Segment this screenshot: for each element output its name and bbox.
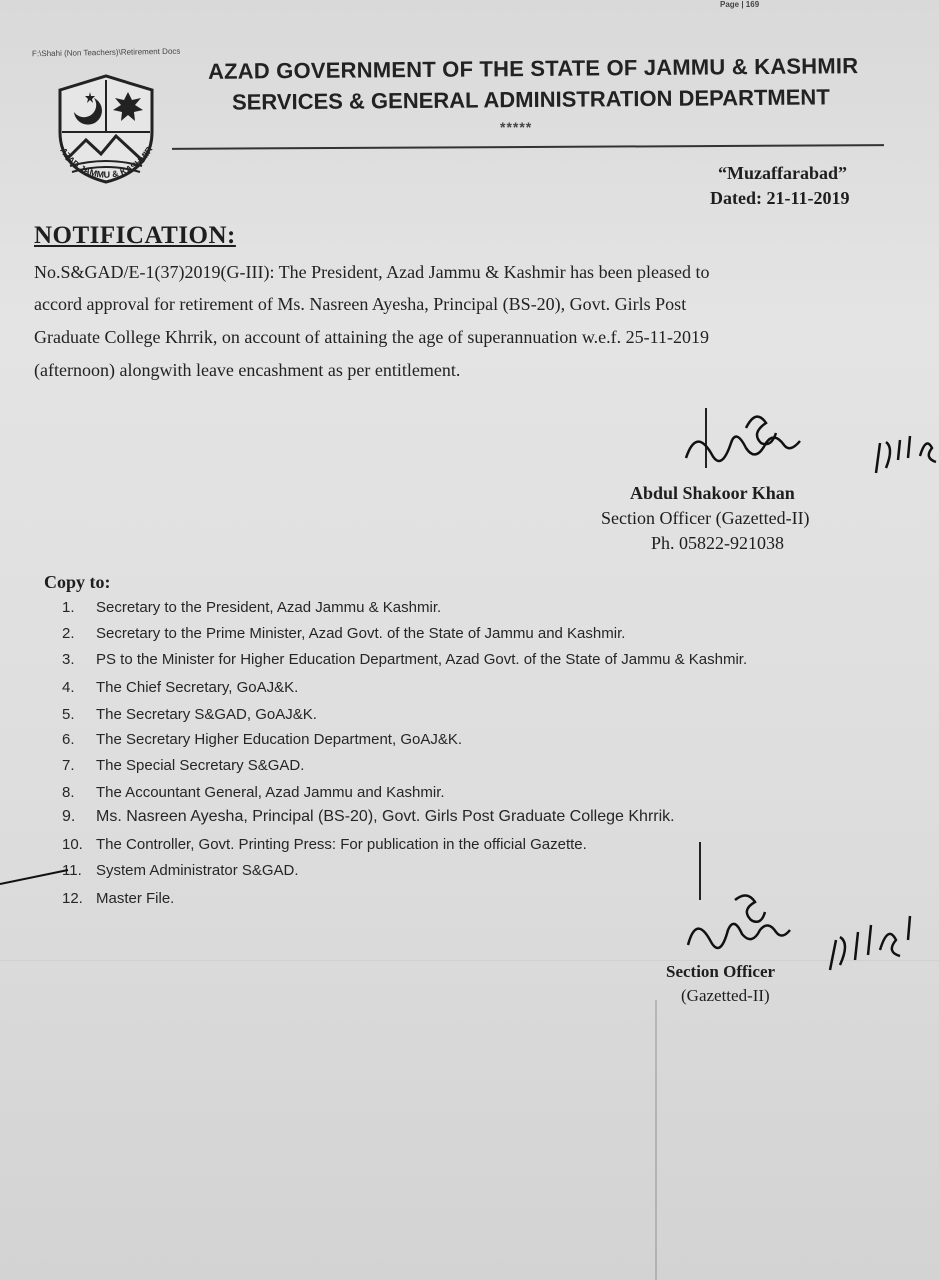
- copy-list-item: [62, 651, 747, 668]
- copy-list-number: 7.: [62, 757, 75, 774]
- copy-list-item: [62, 679, 298, 696]
- header-government-title: AZAD GOVERNMENT OF THE STATE OF JAMMU & KASHMIR: [207, 53, 859, 84]
- header-stars: *****: [500, 119, 533, 135]
- signatory-title: Section Officer (Gazetted-II): [601, 508, 810, 528]
- copy-list-text: PS to the Minister for Higher Education Department, Azad Govt. of the State of Jammu & Kashmir.: [96, 651, 748, 668]
- header-department-title: SERVICES & GENERAL ADMINISTRATION DEPARTMENT: [231, 84, 830, 115]
- copy-list-text: The Chief Secretary, GoAJ&K.: [96, 679, 299, 696]
- copy-list-text: The Secretary Higher Education Department, GoAJ&K.: [96, 731, 463, 748]
- copy-list-item: [62, 890, 174, 907]
- copy-list-number: 10.: [62, 836, 83, 853]
- signatory-phone: Ph. 05822-921038: [651, 533, 785, 553]
- copy-list-item: [62, 836, 587, 853]
- body-line-4: (afternoon) alongwith leave encashment as per entitlement.: [34, 360, 461, 380]
- date: Dated: 21-11-2019: [710, 188, 850, 208]
- copy-list-text: System Administrator S&GAD.: [96, 862, 299, 879]
- paper-crease: [655, 1000, 657, 1280]
- copy-list-text: Secretary to the Prime Minister, Azad Govt. of the State of Jammu and Kashmir.: [96, 625, 626, 642]
- pen-mark-icon: [0, 866, 70, 886]
- copy-list-text: Master File.: [96, 890, 175, 907]
- place: “Muzaffarabad”: [718, 163, 847, 183]
- copy-list-number: 11.: [62, 862, 82, 879]
- copy-list-item: [62, 784, 445, 801]
- copy-to-heading: Copy to:: [44, 572, 111, 592]
- svg-text:AZAD JAMMU & KASHMIR: AZAD JAMMU & KASHMIR: [58, 144, 155, 180]
- footer-signatory-grade: (Gazetted-II): [681, 986, 770, 1005]
- copy-list-item: [62, 599, 441, 616]
- copy-list-number: 9.: [62, 808, 76, 825]
- file-path-header: F:\Shahi (Non Teachers)\Retirement Docs: [31, 46, 181, 59]
- copy-list-number: 8.: [62, 784, 75, 801]
- copy-list-number: 4.: [62, 679, 75, 696]
- signatory-name: Abdul Shakoor Khan: [630, 483, 795, 503]
- header-divider: [172, 144, 884, 150]
- copy-list-text: The Accountant General, Azad Jammu and Kashmir.: [96, 784, 445, 801]
- copy-list-number: 5.: [62, 706, 75, 723]
- copy-list-text: The Secretary S&GAD, GoAJ&K.: [96, 706, 317, 723]
- copy-list-number: 12.: [62, 890, 83, 907]
- copy-list-text: Ms. Nasreen Ayesha, Principal (BS-20), Govt. Girls Post Graduate College Khrrik.: [96, 808, 675, 825]
- copy-list-item: [62, 808, 675, 826]
- copy-list-number: 2.: [62, 625, 75, 642]
- copy-list-text: Secretary to the President, Azad Jammu & Kashmir.: [96, 599, 442, 616]
- copy-list-item: [62, 706, 317, 723]
- copy-list-item: [62, 625, 625, 642]
- copy-list-item: [62, 757, 304, 774]
- copy-list-text: The Controller, Govt. Printing Press: For publication in the official Gazette.: [96, 836, 587, 853]
- copy-list-number: 1.: [62, 599, 75, 616]
- body-line-2: accord approval for retirement of Ms. Nasreen Ayesha, Principal (BS-20), Govt. Girls Post: [34, 294, 687, 314]
- ajk-emblem-icon: [46, 70, 166, 188]
- body-line-3: Graduate College Khrrik, on account of attaining the age of superannuation w.e.f. 25-11-2019: [34, 327, 709, 347]
- copy-list-text: The Special Secretary S&GAD.: [96, 757, 305, 774]
- copy-list-number: 3.: [62, 651, 75, 668]
- notification-title: NOTIFICATION:: [34, 222, 236, 249]
- paper-fold: [0, 960, 939, 961]
- body-line-1: No.S&GAD/E-1(37)2019(G-III): The President, Azad Jammu & Kashmir has been pleased to: [34, 262, 710, 282]
- page-number: Page | 169: [720, 0, 760, 9]
- footer-signatory-title: Section Officer: [666, 962, 776, 981]
- copy-list-item: [62, 862, 299, 879]
- copy-list-number: 6.: [62, 731, 75, 748]
- copy-list-item: [62, 731, 462, 748]
